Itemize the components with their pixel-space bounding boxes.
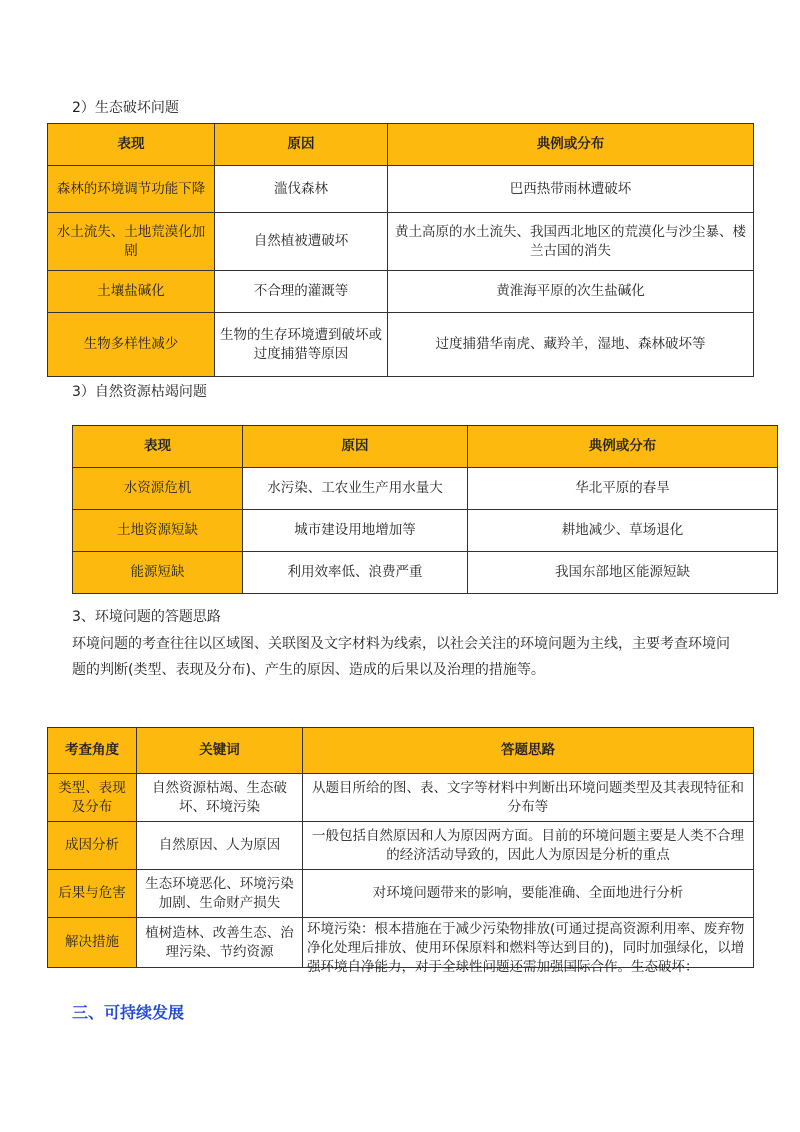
table-row bbox=[48, 822, 754, 870]
table-header-row bbox=[48, 728, 754, 774]
table-cell: 能源短缺 bbox=[73, 552, 243, 594]
table-cell: 自然植被遭破坏 bbox=[215, 213, 388, 271]
resource-depletion-table bbox=[72, 425, 778, 594]
section-title: 三、可持续发展 bbox=[72, 1003, 185, 1022]
table-row bbox=[73, 552, 778, 594]
table-cell: 黄淮海平原的次生盐碱化 bbox=[388, 271, 754, 313]
table-header-row bbox=[73, 426, 778, 468]
table-cell: 后果与危害 bbox=[48, 870, 137, 918]
table-cell: 不合理的灌溉等 bbox=[215, 271, 388, 313]
table-header-row bbox=[48, 124, 754, 166]
table-cell: 对环境问题带来的影响，要能准确、全面地进行分析 bbox=[303, 870, 754, 918]
table-cell: 黄土高原的水土流失、我国西北地区的荒漠化与沙尘暴、楼兰古国的消失 bbox=[388, 213, 754, 271]
table-cell: 从题目所给的图、表、文字等材料中判断出环境问题类型及其表现特征和分布等 bbox=[303, 774, 754, 822]
table-cell: 过度捕猎华南虎、藏羚羊，湿地、森林破坏等 bbox=[388, 313, 754, 377]
table-row bbox=[73, 510, 778, 552]
table-cell bbox=[303, 918, 754, 975]
header-cell: 关键词 bbox=[137, 728, 303, 774]
table-row bbox=[48, 213, 754, 271]
table-cell: 解决措施 bbox=[48, 918, 137, 968]
table-row bbox=[73, 468, 778, 510]
table-row bbox=[48, 166, 754, 213]
table-cell: 森林的环境调节功能下降 bbox=[48, 166, 215, 213]
ecological-damage-table bbox=[47, 123, 754, 377]
table-cell: 土壤盐碱化 bbox=[48, 271, 215, 313]
table-cell: 水污染、工农业生产用水量大 bbox=[243, 468, 468, 510]
header-cell: 原因 bbox=[215, 124, 388, 166]
approach-paragraph: 环境问题的考查往往以区域图、关联图及文字材料为线索，以社会关注的环境问题为主线，主要考查环境问题的判断(类型、表现及分布)、产生的原因、造成的后果以及治理的措施等。 bbox=[72, 636, 730, 678]
table-cell: 自然资源枯竭、生态破坏、环境污染 bbox=[137, 774, 303, 822]
header-cell: 原因 bbox=[243, 426, 468, 468]
table-cell: 生态环境恶化、环境污染加剧、生命财产损失 bbox=[137, 870, 303, 918]
table-cell: 水资源危机 bbox=[73, 468, 243, 510]
table-cell: 成因分析 bbox=[48, 822, 137, 870]
table-cell: 水土流失、土地荒漠化加剧 bbox=[48, 213, 215, 271]
table-cell: 自然原因、人为原因 bbox=[137, 822, 303, 870]
table-row bbox=[48, 918, 754, 968]
table-cell: 我国东部地区能源短缺 bbox=[468, 552, 778, 594]
table-cell: 巴西热带雨林遭破坏 bbox=[388, 166, 754, 213]
table-cell: 植树造林、改善生态、治理污染、节约资源 bbox=[137, 918, 303, 968]
table-cell: 城市建设用地增加等 bbox=[243, 510, 468, 552]
table-cell: 耕地减少、草场退化 bbox=[468, 510, 778, 552]
table-cell: 类型、表现及分布 bbox=[48, 774, 137, 822]
header-cell: 考查角度 bbox=[48, 728, 137, 774]
header-cell: 典例或分布 bbox=[388, 124, 754, 166]
table-cell: 生物的生存环境遭到破坏或过度捕猎等原因 bbox=[215, 313, 388, 377]
table-cell: 滥伐森林 bbox=[215, 166, 388, 213]
header-cell: 典例或分布 bbox=[468, 426, 778, 468]
section-heading-answer-approach: 3、环境问题的答题思路 bbox=[72, 609, 221, 625]
table-cell: 华北平原的春旱 bbox=[468, 468, 778, 510]
table-row bbox=[48, 870, 754, 918]
section-heading-resource-depletion: 3）自然资源枯竭问题 bbox=[72, 384, 207, 400]
header-cell: 表现 bbox=[48, 124, 215, 166]
table-cell: 一般包括自然原因和人为原因两方面。目前的环境问题主要是人类不合理的经济活动导致的，因此人为原因是分析的重点 bbox=[303, 822, 754, 870]
clipped-cell-text: 环境污染：根本措施在于减少污染物排放(可通过提高资源利用率、废弃物净化处理后排放、使用环保原料和燃料等达到目的)，同时加强绿化，以增强环境自净能力，对于全球性问题还需加强国际合作。生态破坏： bbox=[307, 920, 745, 975]
table-cell: 生物多样性减少 bbox=[48, 313, 215, 377]
header-cell: 答题思路 bbox=[303, 728, 754, 774]
table-row bbox=[48, 271, 754, 313]
answer-approach-table bbox=[47, 727, 754, 975]
header-cell: 表现 bbox=[73, 426, 243, 468]
table-cell: 土地资源短缺 bbox=[73, 510, 243, 552]
table-cell: 利用效率低、浪费严重 bbox=[243, 552, 468, 594]
section-heading-ecological-damage: 2）生态破坏问题 bbox=[72, 100, 179, 116]
table-row bbox=[48, 313, 754, 377]
table-row bbox=[48, 774, 754, 822]
